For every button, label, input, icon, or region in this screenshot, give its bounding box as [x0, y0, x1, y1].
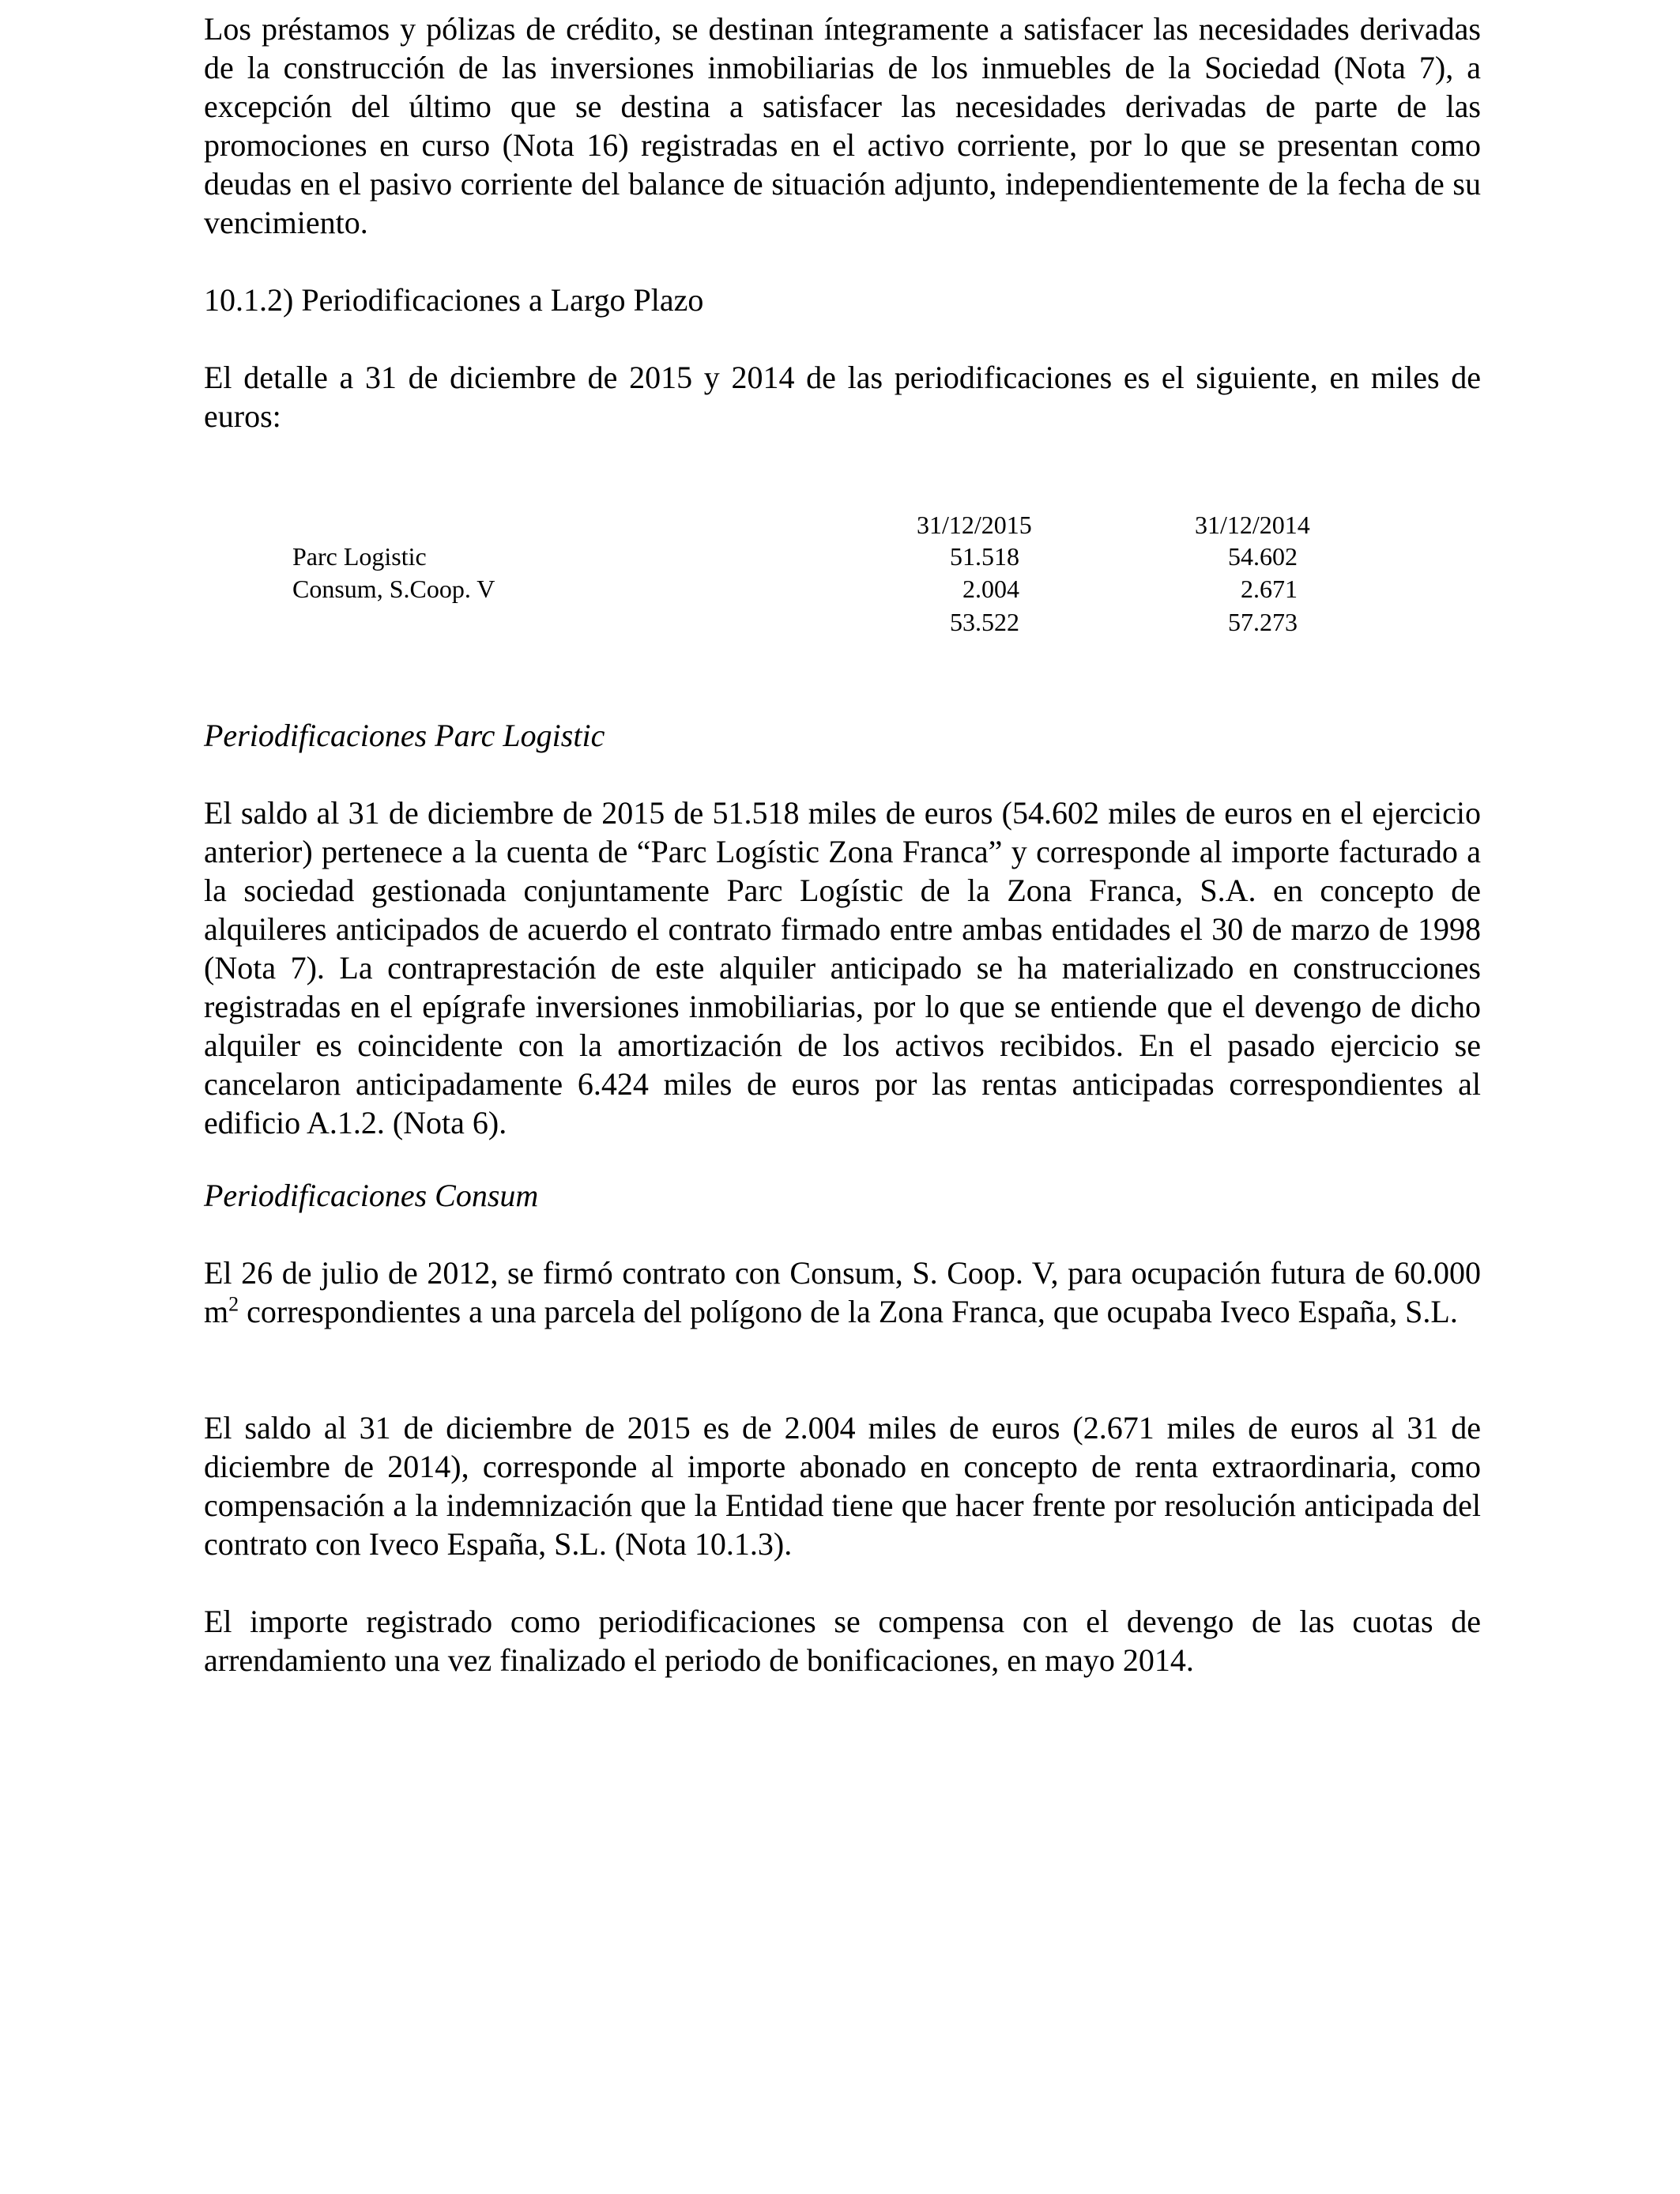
paragraph-detalle: El detalle a 31 de diciembre de 2015 y 2014 de las periodificaciones es el siguiente, en miles de euros: [204, 360, 1481, 434]
subheading-parc-logistic: Periodificaciones Parc Logistic [204, 718, 605, 753]
paragraph-consum-text-1: El 26 de julio de 2012, se firmó contrato con Consum, S. Coop. V, para ocupación futura de 60.000 m [204, 1255, 1481, 1329]
paragraph-consum-text-2: correspondientes a una parcela del polígono de la Zona Franca, que ocupaba Iveco España, S.L. [239, 1294, 1458, 1329]
paragraph-importe-registrado: El importe registrado como periodificaciones se compensa con el devengo de las cuotas de arrendamiento una vez finalizado el periodo de bonificaciones, en mayo 2014. [204, 1604, 1481, 1678]
table-cell-2015: 51.518 [950, 542, 1019, 571]
table-row-label: Consum, S.Coop. V [292, 575, 495, 603]
table-row-label: Parc Logistic [292, 542, 427, 571]
section-heading-periodificaciones: 10.1.2) Periodificaciones a Largo Plazo [204, 282, 704, 318]
paragraph-consum-contrato [204, 1253, 1481, 1331]
table-cell-2014: 54.602 [1228, 542, 1298, 571]
paragraph-consum-saldo: El saldo al 31 de diciembre de 2015 es de 2.004 miles de euros (2.671 miles de euros al 31 de diciembre de 2014), corresponde al importe abonado en concepto de renta extraordinaria, como compensación a la indemnización que la Entidad tiene que hacer frente por resolución anticipada del contrato con Iveco España, S.L. (Nota 10.1.3). [204, 1410, 1481, 1562]
paragraph-prestamos: Los préstamos y pólizas de crédito, se destinan íntegramente a satisfacer las necesidades derivadas de la construcción de las inversiones inmobiliarias de los inmuebles de la Sociedad (Nota 7), a excepción del último que se destina a satisfacer las necesidades derivadas de parte de las promociones en curso (Nota 16) registradas en el activo corriente, por lo que se presentan como deudas en el pasivo corriente del balance de situación adjunto, independientemente de la fecha de su vencimiento. [204, 11, 1481, 240]
table-total-2014: 57.273 [1228, 608, 1298, 636]
table-cell-2015: 2.004 [962, 575, 1019, 603]
paragraph-parc-logistic: El saldo al 31 de diciembre de 2015 de 51.518 miles de euros (54.602 miles de euros en el ejercicio anterior) pertenece a la cuenta de “Parc Logístic Zona Franca” y corresponde al importe facturado a la sociedad gestionada conjuntamente Parc Logístic de la Zona Franca, S.A. en concepto de alquileres anticipados de acuerdo el contrato firmado entre ambas entidades el 30 de marzo de 1998 (Nota 7). La contraprestación de este alquiler anticipado se ha materializado en construcciones registradas en el epígrafe inversiones inmobiliarias, por lo que se entiende que el devengo de dicho alquiler es coincidente con la amortización de los activos recibidos. En el pasado ejercicio se cancelaron anticipadamente 6.424 miles de euros por las rentas anticipadas correspondientes al edificio A.1.2. (Nota 6). [204, 795, 1481, 1140]
table-cell-2014: 2.671 [1241, 575, 1298, 603]
table-total-2015: 53.522 [950, 608, 1019, 636]
superscript-squared: 2 [228, 1292, 239, 1316]
table-header-2014: 31/12/2014 [1195, 511, 1310, 539]
table-header-2015: 31/12/2015 [917, 511, 1032, 539]
subheading-consum: Periodificaciones Consum [204, 1178, 539, 1213]
